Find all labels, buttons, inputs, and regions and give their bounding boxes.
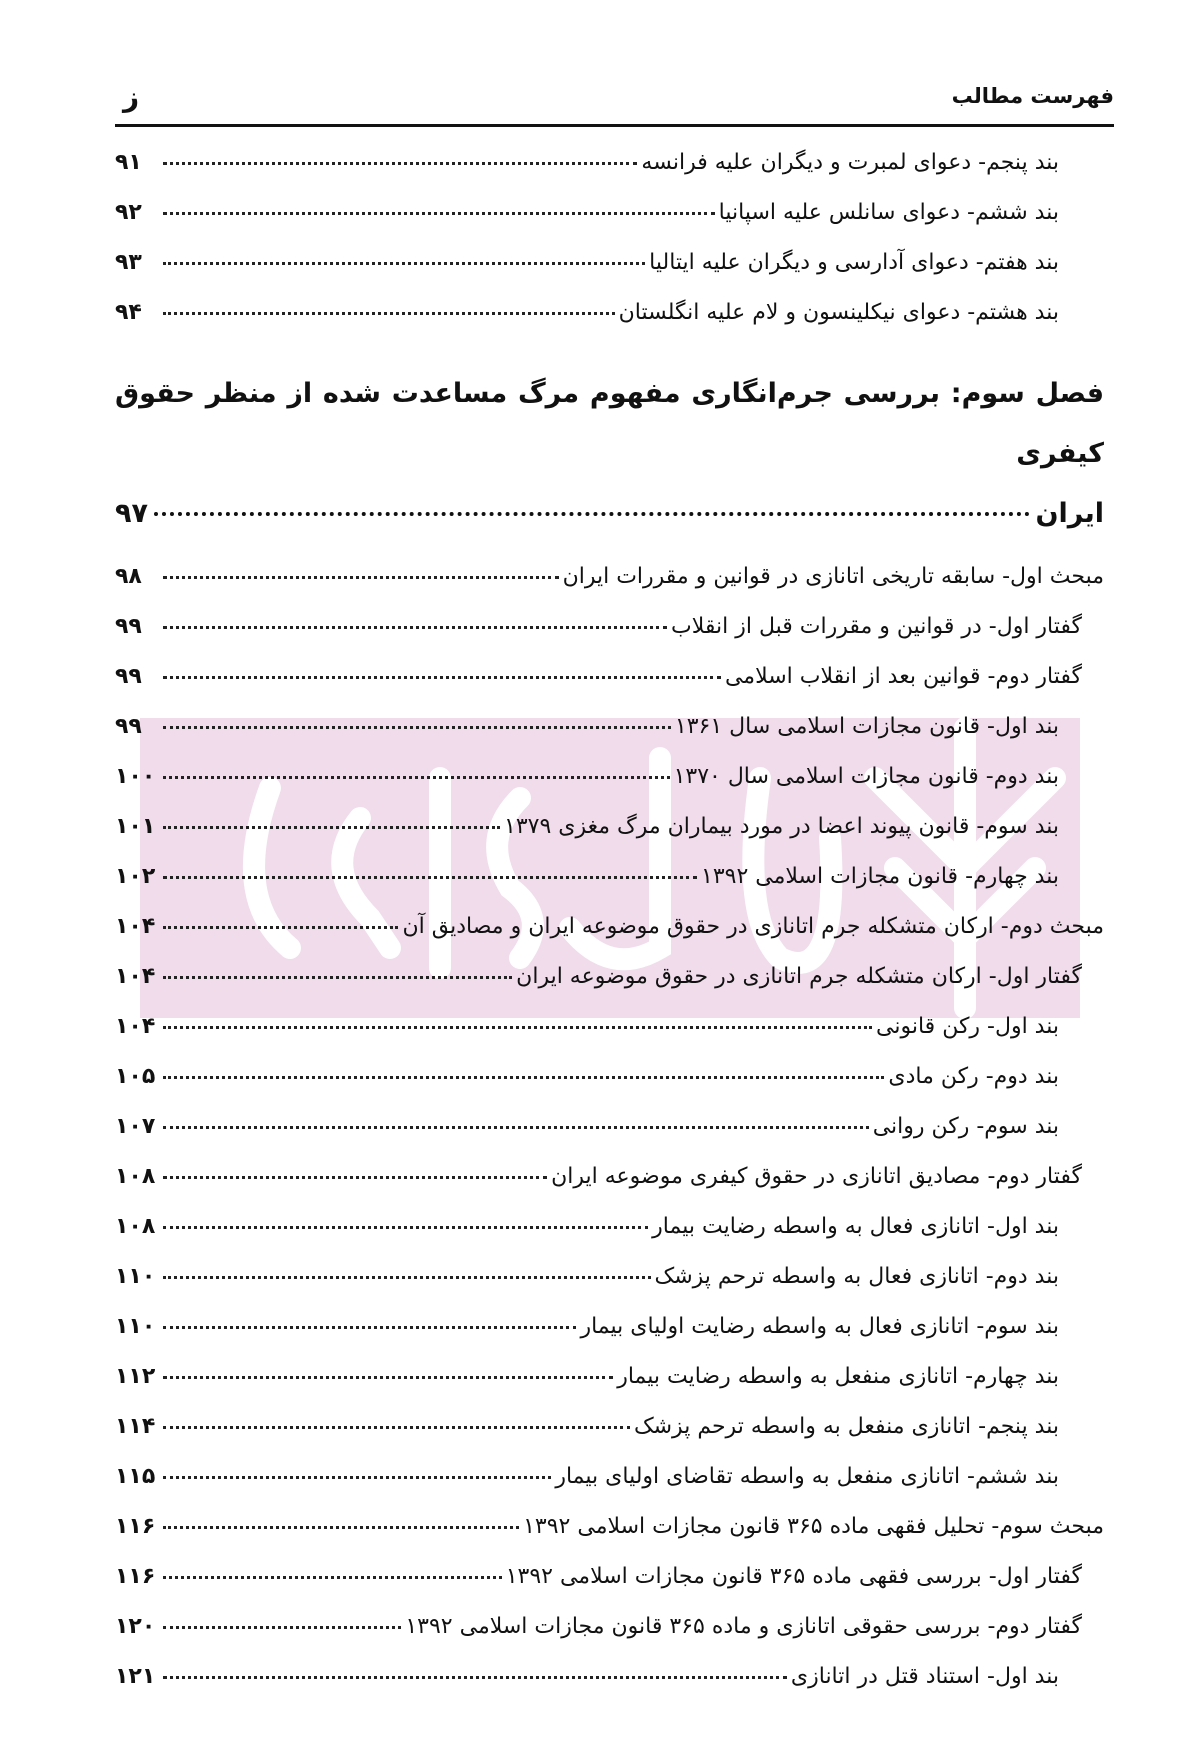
toc-entry-page-number: ۹۹ bbox=[115, 664, 142, 689]
toc-entry-page-number: ۹۸ bbox=[115, 564, 142, 589]
toc-entry-page-number: ۱۰۰ bbox=[115, 764, 156, 789]
leader-dots bbox=[163, 1226, 648, 1229]
chapter-heading bbox=[115, 364, 1104, 544]
table-of-contents bbox=[115, 150, 1104, 1714]
leader-dots bbox=[163, 776, 670, 779]
toc-entry-title: بند دوم- رکن مادی bbox=[888, 1064, 1059, 1089]
toc-entry-goftar[interactable] bbox=[115, 614, 1104, 664]
toc-entry-band[interactable] bbox=[115, 1664, 1104, 1714]
toc-entry-title: بند سوم- اتانازی فعال به واسطه رضایت اولیای بیمار bbox=[580, 1314, 1059, 1339]
leader-dots bbox=[163, 826, 500, 829]
toc-entry-band[interactable] bbox=[115, 150, 1104, 200]
toc-entry-band[interactable] bbox=[115, 814, 1104, 864]
toc-entry-band[interactable] bbox=[115, 300, 1104, 350]
toc-entry-title: مبحث دوم- ارکان متشکله جرم اتانازی در حقوق موضوعه ایران و مصادیق آن bbox=[402, 914, 1104, 939]
leader-dots bbox=[163, 1326, 576, 1329]
toc-entry-title: بند چهارم- اتانازی منفعل به واسطه رضایت بیمار bbox=[617, 1364, 1059, 1389]
toc-entry-page-number: ۱۰۵ bbox=[115, 1064, 156, 1089]
toc-entry-title: بند سوم- رکن روانی bbox=[872, 1114, 1059, 1139]
toc-entry-band[interactable] bbox=[115, 764, 1104, 814]
leader-dots bbox=[163, 976, 512, 979]
toc-entry-page-number: ۱۰۲ bbox=[115, 864, 156, 889]
chapter-title-line1: فصل سوم: بررسی جرم‌انگاری مفهوم مرگ مساعدت شده از منظر حقوق کیفری bbox=[115, 378, 1104, 469]
toc-entry-goftar[interactable] bbox=[115, 964, 1104, 1014]
toc-entry-title: بند هفتم- دعوای آدارسی و دیگران علیه ایتالیا bbox=[649, 250, 1059, 275]
toc-entry-mabhas[interactable] bbox=[115, 914, 1104, 964]
toc-entry-title: گفتار اول- بررسی فقهی ماده ۳۶۵ قانون مجازات اسلامی ۱۳۹۲ bbox=[505, 1564, 1082, 1589]
toc-entry-title: بند اول- قانون مجازات اسلامی سال ۱۳۶۱ bbox=[674, 714, 1059, 739]
toc-entry-page-number: ۱۱۵ bbox=[115, 1464, 156, 1489]
toc-entry-title: بند سوم- قانون پیوند اعضا در مورد بیماران مرگ مغزی ۱۳۷۹ bbox=[504, 814, 1059, 839]
leader-dots bbox=[163, 876, 697, 879]
chapter-title-line2: ایران bbox=[1035, 498, 1104, 529]
toc-entry-title: بند اول- اتانازی فعال به واسطه رضایت بیمار bbox=[652, 1214, 1059, 1239]
leader-dots bbox=[163, 1076, 884, 1079]
leader-dots bbox=[163, 1426, 630, 1429]
toc-entry-title: بند پنجم- اتانازی منفعل به واسطه ترحم پزشک bbox=[633, 1414, 1059, 1439]
leader-dots bbox=[163, 1626, 401, 1629]
toc-entry-title: بند ششم- اتانازی منفعل به واسطه تقاضای اولیای بیمار bbox=[555, 1464, 1059, 1489]
toc-entry-title: بند دوم- قانون مجازات اسلامی سال ۱۳۷۰ bbox=[673, 764, 1059, 789]
toc-entry-page-number: ۱۱۰ bbox=[115, 1264, 156, 1289]
header-page-letter: ز bbox=[123, 80, 140, 113]
toc-entry-band[interactable] bbox=[115, 1314, 1104, 1364]
toc-entry-title: بند اول- استناد قتل در اتانازی bbox=[790, 1664, 1059, 1689]
toc-entry-band[interactable] bbox=[115, 1064, 1104, 1114]
chapter-page-number: ۹۷ bbox=[115, 498, 148, 529]
toc-entry-band[interactable] bbox=[115, 1014, 1104, 1064]
toc-entry-band[interactable] bbox=[115, 250, 1104, 300]
toc-entry-band[interactable] bbox=[115, 200, 1104, 250]
toc-entry-page-number: ۹۴ bbox=[115, 300, 142, 325]
leader-dots bbox=[163, 1526, 519, 1529]
toc-entry-page-number: ۹۹ bbox=[115, 614, 142, 639]
toc-entry-page-number: ۱۰۴ bbox=[115, 1014, 156, 1039]
leader-dots bbox=[163, 262, 645, 265]
toc-entry-page-number: ۱۰۷ bbox=[115, 1114, 156, 1139]
toc-entry-title: گفتار دوم- قوانین بعد از انقلاب اسلامی bbox=[724, 664, 1082, 689]
leader-dots bbox=[163, 1276, 651, 1279]
leader-dots bbox=[163, 1176, 547, 1179]
leader-dots bbox=[163, 626, 667, 629]
toc-entry-page-number: ۹۹ bbox=[115, 714, 142, 739]
toc-entry-band[interactable] bbox=[115, 1414, 1104, 1464]
toc-entry-band[interactable] bbox=[115, 714, 1104, 764]
toc-entry-page-number: ۹۱ bbox=[115, 150, 142, 175]
toc-entry-page-number: ۱۱۶ bbox=[115, 1514, 156, 1539]
toc-entry-page-number: ۱۱۰ bbox=[115, 1314, 156, 1339]
toc-entry-band[interactable] bbox=[115, 1364, 1104, 1414]
toc-entry-goftar[interactable] bbox=[115, 1614, 1104, 1664]
leader-dots bbox=[163, 212, 715, 215]
toc-entry-title: بند پنجم- دعوای لمبرت و دیگران علیه فرانسه bbox=[641, 150, 1059, 175]
leader-dots bbox=[163, 1576, 502, 1579]
toc-entry-title: گفتار اول- در قوانین و مقررات قبل از انقلاب bbox=[671, 614, 1082, 639]
toc-entry-goftar[interactable] bbox=[115, 664, 1104, 714]
toc-entry-page-number: ۱۱۲ bbox=[115, 1364, 156, 1389]
toc-entry-band[interactable] bbox=[115, 1464, 1104, 1514]
toc-entry-title: بند ششم- دعوای سانلس علیه اسپانیا bbox=[718, 200, 1059, 225]
toc-entry-band[interactable] bbox=[115, 1114, 1104, 1164]
toc-entry-band[interactable] bbox=[115, 1264, 1104, 1314]
toc-entry-title: گفتار دوم- مصادیق اتانازی در حقوق کیفری موضوعه ایران bbox=[551, 1164, 1082, 1189]
leader-dots bbox=[163, 1376, 613, 1379]
toc-entry-title: مبحث سوم- تحلیل فقهی ماده ۳۶۵ قانون مجازات اسلامی ۱۳۹۲ bbox=[523, 1514, 1104, 1539]
leader-dots bbox=[163, 1126, 869, 1129]
toc-entry-page-number: ۱۰۸ bbox=[115, 1214, 156, 1239]
toc-entry-title: بند هشتم- دعوای نیکلینسون و لام علیه انگلستان bbox=[618, 300, 1059, 325]
toc-entry-page-number: ۱۱۶ bbox=[115, 1564, 156, 1589]
leader-dots bbox=[154, 512, 1030, 516]
toc-entry-page-number: ۱۱۴ bbox=[115, 1414, 156, 1439]
toc-entry-title: بند چهارم- قانون مجازات اسلامی ۱۳۹۲ bbox=[701, 864, 1059, 889]
leader-dots bbox=[163, 1676, 787, 1679]
toc-entry-goftar[interactable] bbox=[115, 1564, 1104, 1614]
toc-entry-page-number: ۹۳ bbox=[115, 250, 142, 275]
leader-dots bbox=[163, 726, 671, 729]
leader-dots bbox=[163, 576, 559, 579]
toc-entry-page-number: ۱۰۴ bbox=[115, 914, 156, 939]
toc-entry-title: بند اول- رکن قانونی bbox=[876, 1014, 1059, 1039]
toc-entry-page-number: ۱۲۰ bbox=[115, 1614, 156, 1639]
toc-entry-band[interactable] bbox=[115, 1214, 1104, 1264]
leader-dots bbox=[163, 676, 721, 679]
toc-entry-title: گفتار اول- ارکان متشکله جرم اتانازی در حقوق موضوعه ایران bbox=[516, 964, 1082, 989]
leader-dots bbox=[163, 162, 637, 165]
header-title: فهرست مطالب bbox=[951, 84, 1114, 108]
toc-entry-goftar[interactable] bbox=[115, 1164, 1104, 1214]
page-header bbox=[115, 78, 1114, 127]
leader-dots bbox=[163, 926, 398, 929]
toc-entry-page-number: ۱۰۸ bbox=[115, 1164, 156, 1189]
toc-entry-title: مبحث اول- سابقه تاریخی اتانازی در قوانین و مقررات ایران bbox=[562, 564, 1104, 589]
leader-dots bbox=[163, 312, 615, 315]
chapter-title-line2-row bbox=[115, 484, 1104, 544]
toc-entry-mabhas[interactable] bbox=[115, 1514, 1104, 1564]
toc-entry-page-number: ۱۰۱ bbox=[115, 814, 156, 839]
toc-entry-band[interactable] bbox=[115, 864, 1104, 914]
toc-entry-title: بند دوم- اتانازی فعال به واسطه ترحم پزشک bbox=[654, 1264, 1059, 1289]
toc-main-section bbox=[115, 564, 1104, 1714]
toc-entry-page-number: ۱۰۴ bbox=[115, 964, 156, 989]
toc-entry-title: گفتار دوم- بررسی حقوقی اتانازی و ماده ۳۶۵ قانون مجازات اسلامی ۱۳۹۲ bbox=[405, 1614, 1082, 1639]
toc-entry-mabhas[interactable] bbox=[115, 564, 1104, 614]
leader-dots bbox=[163, 1026, 872, 1029]
toc-top-section bbox=[115, 150, 1104, 350]
toc-entry-page-number: ۹۲ bbox=[115, 200, 142, 225]
toc-entry-page-number: ۱۲۱ bbox=[115, 1664, 156, 1689]
leader-dots bbox=[163, 1476, 551, 1479]
